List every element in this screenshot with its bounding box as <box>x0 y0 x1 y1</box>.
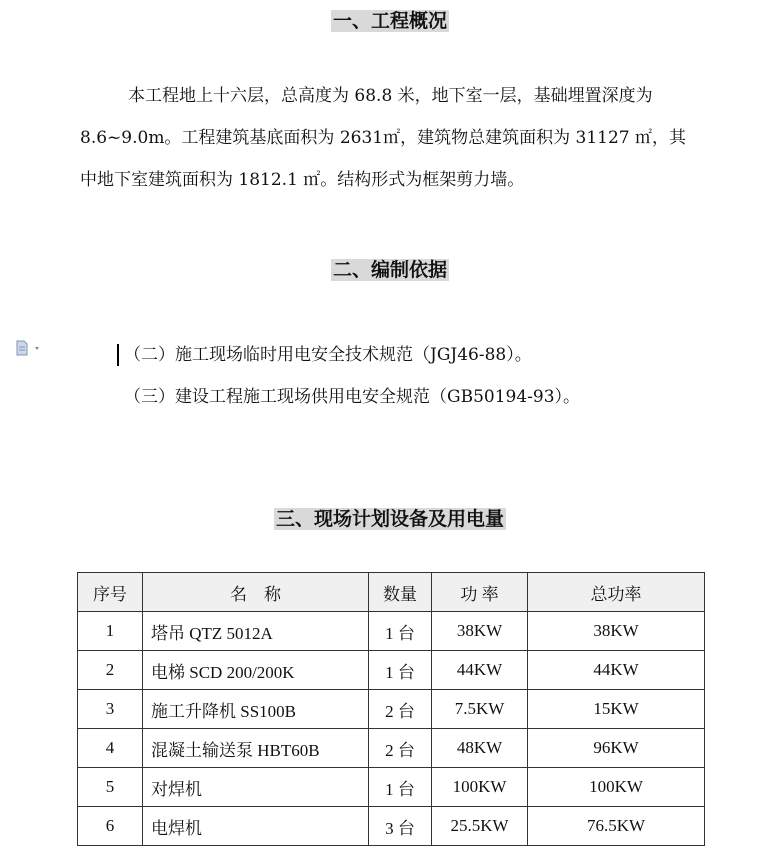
cell-index: 5 <box>78 768 143 807</box>
overview-line-3: 中地下室建筑面积为 1812.1 ㎡。结构形式为框架剪力墙。 <box>80 170 525 190</box>
section-title-equipment: 三、现场计划设备及用电量 <box>275 508 504 530</box>
cell-total-power: 96KW <box>528 729 705 768</box>
header-quantity: 数量 <box>369 573 432 612</box>
cell-name: 施工升降机 SS100B <box>143 690 369 729</box>
basis-item-2: （二）施工现场临时用电安全技术规范（JGJ46-88）。 <box>124 345 532 365</box>
table-row <box>78 768 705 807</box>
header-power: 功 率 <box>432 573 528 612</box>
cell-name: 对焊机 <box>143 768 369 807</box>
document-icon[interactable] <box>15 340 43 356</box>
cell-total-power: 76.5KW <box>528 807 705 846</box>
section-title-overview: 一、工程概况 <box>332 10 447 32</box>
basis-item-3: （三）建设工程施工现场供用电安全规范（GB50194-93）。 <box>124 387 581 407</box>
cell-total-power: 44KW <box>528 651 705 690</box>
cell-quantity: 2 台 <box>369 729 432 768</box>
cell-power: 100KW <box>432 768 528 807</box>
cell-index: 2 <box>78 651 143 690</box>
cell-power: 48KW <box>432 729 528 768</box>
cell-name: 电焊机 <box>143 807 369 846</box>
cell-total-power: 100KW <box>528 768 705 807</box>
section-title-basis: 二、编制依据 <box>332 259 447 281</box>
cell-index: 3 <box>78 690 143 729</box>
cell-total-power: 38KW <box>528 612 705 651</box>
table-header-row <box>78 573 705 612</box>
cell-index: 1 <box>78 612 143 651</box>
table-row <box>78 612 705 651</box>
overview-line-1: 本工程地上十六层，总高度为 68.8 米，地下室一层，基础埋置深度为 <box>128 86 653 106</box>
table-row <box>78 651 705 690</box>
cell-index: 4 <box>78 729 143 768</box>
text-cursor <box>117 344 119 366</box>
equipment-table <box>77 572 705 846</box>
header-index: 序号 <box>78 573 143 612</box>
table-row <box>78 729 705 768</box>
cell-name: 电梯 SCD 200/200K <box>143 651 369 690</box>
cell-quantity: 1 台 <box>369 768 432 807</box>
header-name: 名 称 <box>143 573 369 612</box>
cell-total-power: 15KW <box>528 690 705 729</box>
table-row <box>78 807 705 846</box>
header-total-power: 总功率 <box>528 573 705 612</box>
overview-line-2: 8.6~9.0m。工程建筑基底面积为 2631㎡，建筑物总建筑面积为 31127 ㎡，其 <box>80 128 686 148</box>
cell-quantity: 1 台 <box>369 612 432 651</box>
table-row <box>78 690 705 729</box>
cell-power: 7.5KW <box>432 690 528 729</box>
cell-power: 25.5KW <box>432 807 528 846</box>
cell-index: 6 <box>78 807 143 846</box>
cell-quantity: 2 台 <box>369 690 432 729</box>
cell-quantity: 1 台 <box>369 651 432 690</box>
cell-power: 38KW <box>432 612 528 651</box>
cell-quantity: 3 台 <box>369 807 432 846</box>
cell-power: 44KW <box>432 651 528 690</box>
cell-name: 塔吊 QTZ 5012A <box>143 612 369 651</box>
cell-name: 混凝土输送泵 HBT60B <box>143 729 369 768</box>
